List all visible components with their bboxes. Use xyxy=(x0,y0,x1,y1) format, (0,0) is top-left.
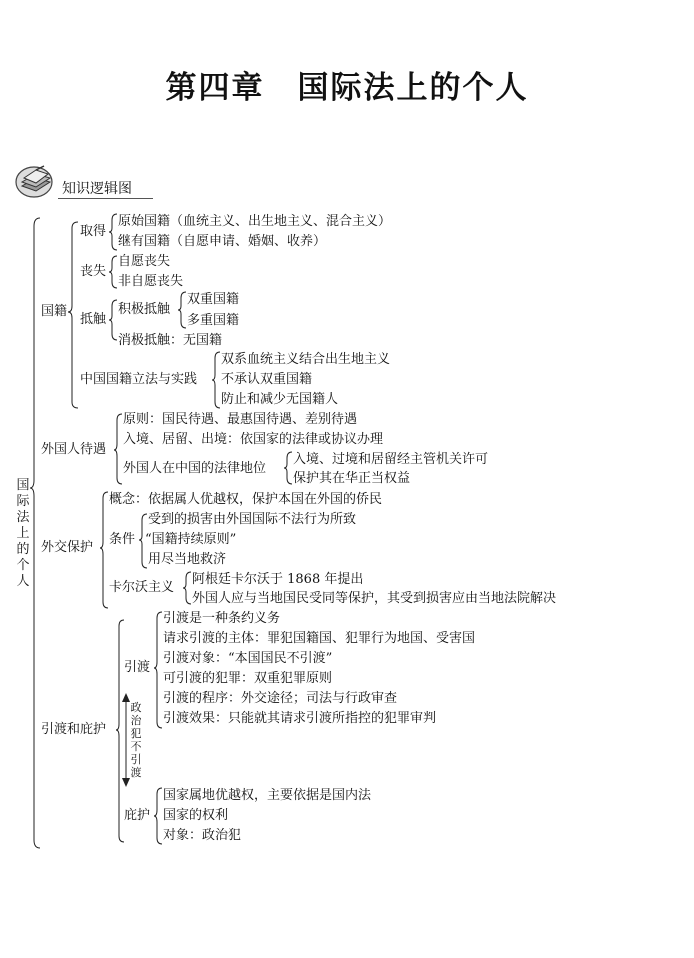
asylum-item: 国家属地优越权，主要依据是国内法 xyxy=(163,788,372,803)
china-nationality-label: 中国国籍立法与实践 xyxy=(80,372,198,387)
extradition-item: 引渡效果：只能就其请求引渡所指控的犯罪审判 xyxy=(163,711,437,726)
alien-principle: 原则：国民待遇、最惠国待遇、差别待遇 xyxy=(123,412,358,427)
acquire-label: 取得 xyxy=(80,224,107,239)
extradition-item: 引渡是一种条约义务 xyxy=(163,611,281,626)
extradition-item: 可引渡的犯罪：双重犯罪原则 xyxy=(163,671,333,686)
political-offender-note: 政治犯不引渡 xyxy=(130,701,142,779)
root-label: 国际法上的个人 xyxy=(16,478,30,589)
china-status-item: 保护其在华正当权益 xyxy=(293,471,411,486)
asylum-item: 对象：政治犯 xyxy=(163,828,242,843)
extradition-item: 引渡对象：“本国国民不引渡” xyxy=(163,651,333,666)
conflict-label: 抵触 xyxy=(80,312,107,327)
alien-entry: 入境、居留、出境：依国家的法律或协议办理 xyxy=(123,432,384,447)
asylum-label: 庇护 xyxy=(124,808,151,823)
acquire-item: 继有国籍（自愿申请、婚姻、收养） xyxy=(118,234,327,249)
china-status-item: 入境、过境和居留经主管机关许可 xyxy=(293,452,489,467)
china-nationality-item: 防止和减少无国籍人 xyxy=(221,392,339,407)
calvo-item: 外国人应与当地国民受同等保护，其受到损害应由当地法院解决 xyxy=(192,591,557,606)
positive-conflict-label: 积极抵触 xyxy=(118,302,171,317)
conditions-label: 条件 xyxy=(109,532,136,547)
page-title: 第四章 国际法上的个人 xyxy=(165,70,529,106)
nationality-label: 国籍 xyxy=(41,304,68,319)
extradition-label: 引渡 xyxy=(124,660,151,675)
condition-item: 用尽当地救济 xyxy=(148,552,227,567)
condition-item: 受到的损害由外国国际不法行为所致 xyxy=(148,512,357,527)
diplomatic-protection-label: 外交保护 xyxy=(41,540,94,555)
diplomatic-concept: 概念：依据属人优越权，保护本国在外国的侨民 xyxy=(109,492,383,507)
loss-item: 自愿丧失 xyxy=(118,254,171,269)
negative-conflict: 消极抵触：无国籍 xyxy=(118,333,223,348)
positive-conflict-item: 多重国籍 xyxy=(187,313,240,328)
china-nationality-item: 不承认双重国籍 xyxy=(221,372,313,387)
asylum-item: 国家的权利 xyxy=(163,808,229,823)
extradition-asylum-label: 引渡和庇护 xyxy=(41,722,107,737)
loss-label: 丧失 xyxy=(80,264,107,279)
condition-item: “国籍持续原则” xyxy=(145,532,237,547)
china-nationality-item: 双系血统主义结合出生地主义 xyxy=(221,352,391,367)
acquire-item: 原始国籍（血统主义、出生地主义、混合主义） xyxy=(118,214,392,229)
loss-item: 非自愿丧失 xyxy=(118,274,184,289)
alien-treatment-label: 外国人待遇 xyxy=(41,442,107,457)
extradition-item: 请求引渡的主体：罪犯国籍国、犯罪行为地国、受害国 xyxy=(163,631,476,646)
calvo-item: 阿根廷卡尔沃于 1868 年提出 xyxy=(192,572,364,587)
positive-conflict-item: 双重国籍 xyxy=(187,292,240,307)
section-heading: 知识逻辑图 xyxy=(62,181,132,197)
china-status-label: 外国人在中国的法律地位 xyxy=(123,461,267,476)
extradition-item: 引渡的程序：外交途径；司法与行政审查 xyxy=(163,691,398,706)
calvo-label: 卡尔沃主义 xyxy=(109,580,175,595)
